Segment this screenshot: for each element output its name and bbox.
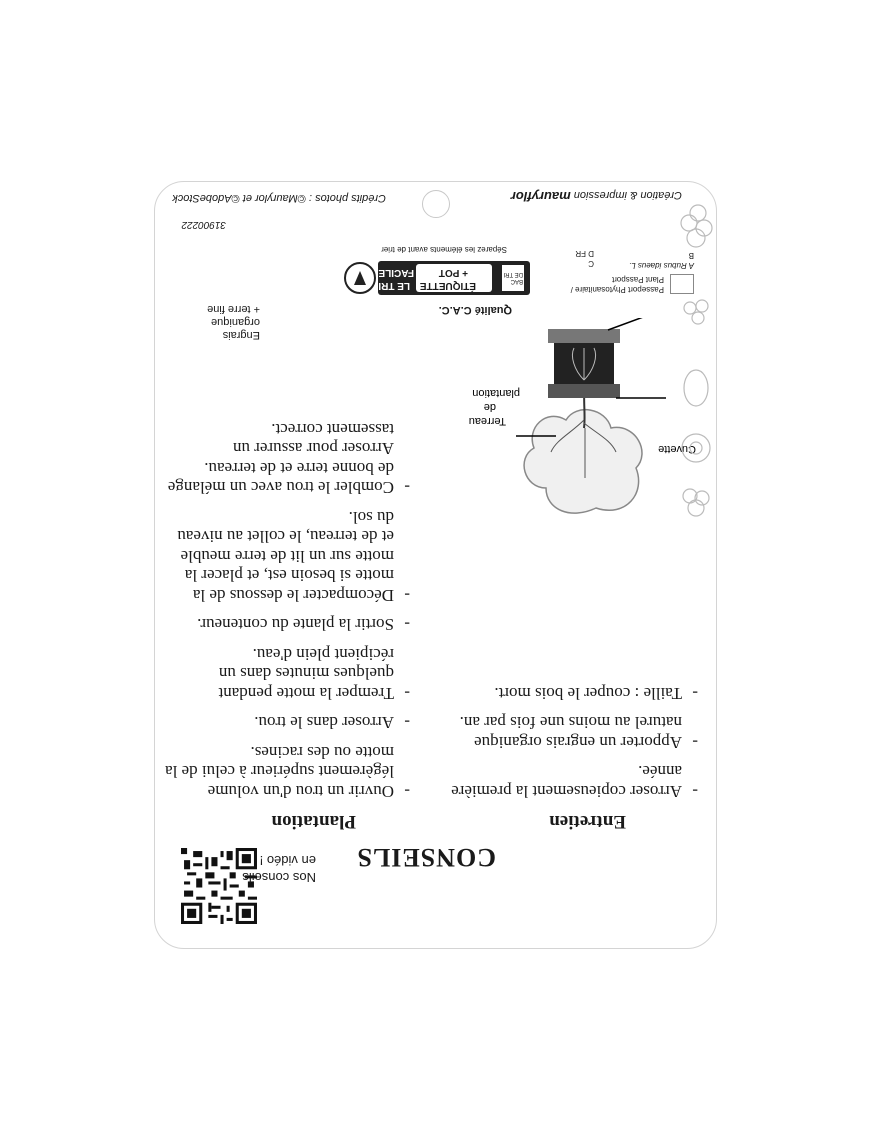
list-item: - Arroser copieusement la première année.: [451, 762, 698, 801]
list-item: - Apporter un engrais organique naturel au moins une fois par an.: [459, 713, 698, 752]
entretien-list: [436, 674, 698, 802]
passport-line-2: Plant Passport: [611, 275, 664, 284]
diagram-label-terreau-3: plantation: [472, 387, 520, 399]
list-item: - Décompacter le dessous de la motte si besoin est, et placer la motte sur un lit de terre meuble et de terreau, le collet au niveau du sol.: [177, 508, 410, 605]
passport-c: C: [588, 259, 594, 268]
product-code: 31900222: [181, 219, 226, 230]
list-item: - Arroser dans le trou.: [254, 713, 410, 733]
tri-title: LE TRI: [378, 280, 410, 291]
diagram-label-terreau-2: de: [483, 401, 496, 413]
passport-d: D FR: [575, 249, 594, 258]
tri-note: Séparez les éléments avant de trier: [381, 245, 507, 254]
hanging-hole: [422, 190, 450, 218]
tri-logo: [340, 259, 530, 297]
creation-credit: [511, 189, 682, 204]
plantation-heading: Plantation: [271, 811, 356, 832]
quality-label: Qualité C.A.C.: [438, 304, 512, 316]
list-item: - Sortir la plante du conteneur.: [197, 615, 410, 635]
entretien-heading: Entretien: [549, 811, 626, 832]
tri-item-1: ÉTIQUETTE: [419, 280, 476, 291]
list-item: - Tremper la motte pendant quelques minutes dans un récipient plein d'eau.: [218, 645, 410, 703]
diagram-label-cuvette: Cuvette: [658, 443, 696, 455]
passport-line-1: Passeport Phytosanitaire /: [570, 285, 664, 294]
list-item: - Taille : couper le bois mort.: [494, 684, 698, 703]
planting-diagram: [466, 318, 706, 548]
plantation-list: [165, 410, 410, 802]
passport-a: A Rubus idaeus L.: [628, 261, 694, 270]
diagram-label-engrais: Engrais organique + terre fine: [207, 303, 260, 341]
diagram-label-terreau-1: Terreau: [468, 415, 506, 427]
qr-caption-line-1: Nos conseils: [242, 870, 316, 885]
list-item: - Combler le trou avec un mélange de bonne terre et de terreau. Arroser pour assurer un tassement correct.: [167, 420, 410, 498]
qr-caption-line-2: en vidéo !: [259, 853, 316, 868]
list-item: - Ouvrir un trou d'un volume légèrement supérieur à celui de la motte ou des racines.: [165, 743, 410, 801]
plant-passport: [534, 250, 694, 294]
qr-caption: [242, 852, 316, 886]
tri-bin-label: BAC DE TRI: [503, 271, 523, 284]
passport-b: B: [688, 251, 694, 260]
fruit-illustrations: [676, 183, 716, 528]
creation-prefix: Création & impression: [573, 189, 682, 201]
tri-item-2: + POT: [438, 267, 468, 278]
page-title: CONSEILS: [356, 843, 496, 872]
brand-logo: mauryflor: [510, 189, 571, 204]
photo-credits: Crédits photos : ©Maurylor et ©AdobeStock: [172, 192, 386, 204]
tri-subtitle: FACILE: [378, 267, 414, 278]
plant-care-label: [154, 181, 717, 949]
